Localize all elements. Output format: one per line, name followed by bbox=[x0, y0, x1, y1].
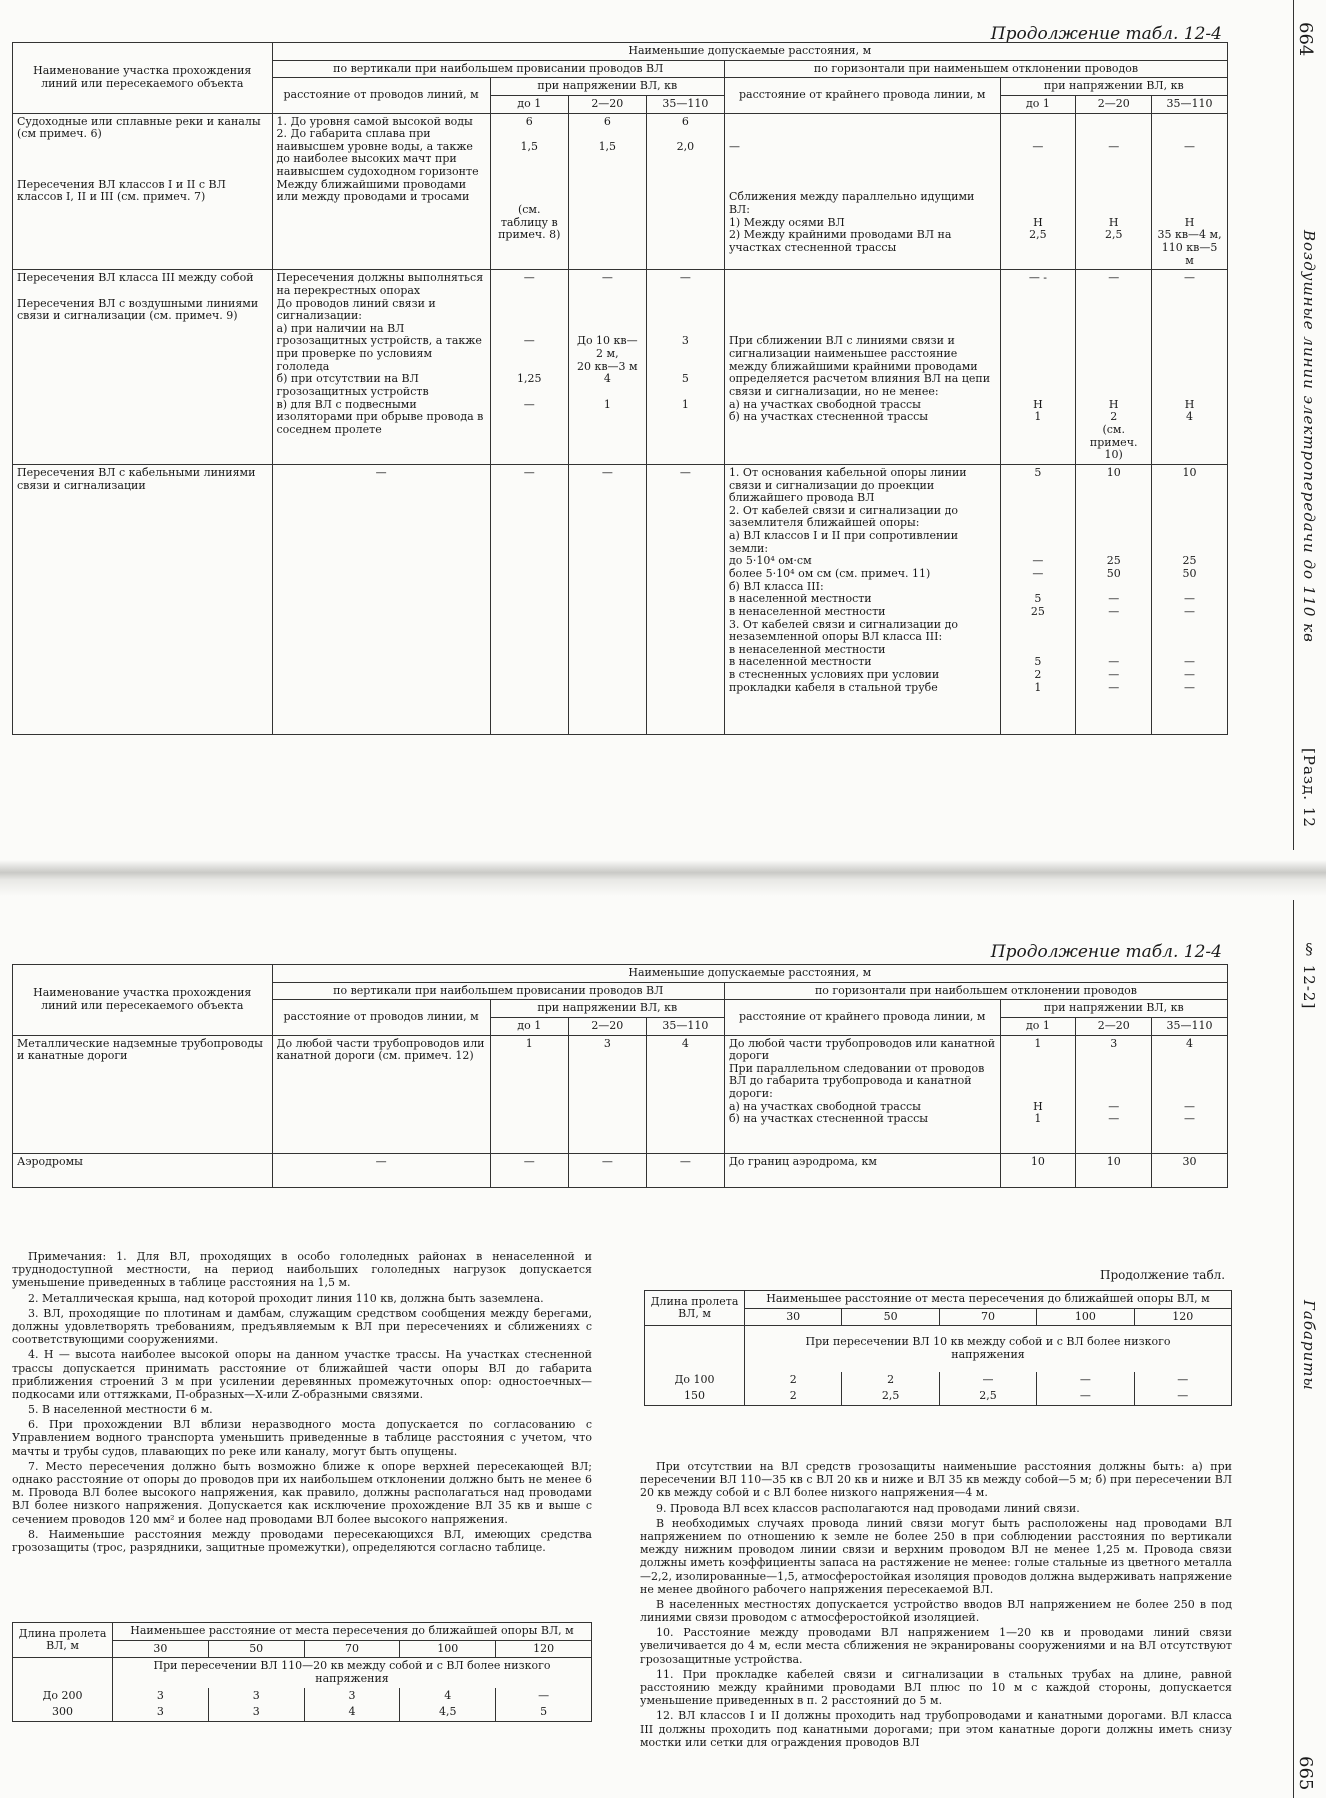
span-value: До 200 bbox=[13, 1688, 113, 1705]
cell: — bbox=[1037, 1388, 1134, 1405]
row-v2: — bbox=[568, 1153, 646, 1187]
header-hdist: расстояние от крайнего провода линии, м bbox=[724, 1000, 1000, 1035]
table-row bbox=[645, 1372, 1232, 1389]
row-h1: — Н 2,5 bbox=[1000, 113, 1076, 270]
table-row bbox=[13, 1153, 1228, 1187]
row-v2: — bbox=[568, 464, 646, 734]
section-label: § 12-2] bbox=[1300, 940, 1318, 1010]
page-number: 665 bbox=[1295, 1756, 1316, 1791]
cell: 2 bbox=[745, 1372, 842, 1389]
header-h2: 2—20 bbox=[1076, 95, 1152, 113]
row-name: Аэродромы bbox=[13, 1153, 273, 1187]
row-vdist: 1. До уровня самой высокой воды 2. До габарита сплава при наивысшем уровне воды, а также до наиболее высоких мачт при наивысшем судоходном горизонте Между ближайшими проводами или между проводами и тросами bbox=[272, 113, 490, 270]
row-hdist: При сближении ВЛ с линиями связи и сигнализации наименьшее расстояние между ближайшими крайними проводами определяется расчетом влияния ВЛ на цепи связи и сигнализации, но не менее: а) на участках свободной трассы б) на участках стесненной трассы bbox=[724, 270, 1000, 465]
row-v3: 4 bbox=[646, 1035, 724, 1153]
header-hdist: расстояние от крайнего провода линии, м bbox=[724, 78, 1000, 113]
col-head: 30 bbox=[745, 1308, 842, 1326]
row-h3: 30 bbox=[1152, 1153, 1228, 1187]
header-group: Наименьшие допускаемые расстояния, м bbox=[272, 43, 1227, 61]
table-row bbox=[13, 464, 1228, 734]
row-name: Пересечения ВЛ класса III между собой Пересечения ВЛ с воздушными линиями связи и сигнализации (см. примеч. 9) bbox=[13, 270, 273, 465]
table-row bbox=[13, 1688, 592, 1705]
note: Примечания: 1. Для ВЛ, проходящих в особо гололедных районах в ненаселенной и труднодоступной местности, на период наибольших гололедных нагрузок допускается уменьшение приведенных в таблице расстояния на 1,5 м. bbox=[12, 1250, 592, 1290]
header-name: Наименование участка прохождения линий или пересекаемого объекта bbox=[13, 43, 273, 114]
row-hdist: 1. От основания кабельной опоры линии связи и сигнализации до проекции ближайшего провода ВЛ 2. От кабелей связи и сигнализации до заземлителя ближайшей опоры: а) ВЛ классов I и II при сопротивлении земли: до 5·10⁴ ом·см более 5·10⁴ ом см (см. примеч. 11) б) ВЛ класса III: в населенной местности в ненаселенной местности 3. От кабелей связи и сигнализации до незаземленной опоры ВЛ класса III: в ненаселенной местности в населенной местности в стесненных условиях при условии прокладки кабеля в стальной трубе bbox=[724, 464, 1000, 734]
table-12-4-part2 bbox=[12, 964, 1228, 1188]
header-vertical: по вертикали при наибольшем провисании проводов ВЛ bbox=[272, 982, 724, 1000]
note: 10. Расстояние между проводами ВЛ напряжением 1—20 кв и проводами линий связи увеличивается до 4 м, если места сближения не экранированы сооружениями и на ВЛ отсутствуют грозозащитные устройства. bbox=[640, 1626, 1232, 1666]
page-fold bbox=[0, 860, 1326, 896]
col-head: 30 bbox=[113, 1640, 209, 1658]
row-v1: — bbox=[490, 464, 568, 734]
header-horizontal: по горизонтали при наибольшем отклонении проводов bbox=[724, 982, 1227, 1000]
note: 8. Наименьшие расстояния между проводами пересекающихся ВЛ, имеющих средства грозозащиты (трос, разрядники, защитные промежутки), определяются согласно таблице. bbox=[12, 1527, 592, 1554]
page-number: 664 bbox=[1295, 22, 1316, 57]
header-v2: 2—20 bbox=[568, 1017, 646, 1035]
header-h3: 35—110 bbox=[1152, 1017, 1228, 1035]
row-h2: — Н 2 (см. примеч. 10) bbox=[1076, 270, 1152, 465]
header-h3: 35—110 bbox=[1152, 95, 1228, 113]
notes-left bbox=[12, 1250, 592, 1556]
continuation-small: Продолжение табл. bbox=[1100, 1268, 1226, 1282]
col-head: 100 bbox=[400, 1640, 496, 1658]
note: 4. Н — высота наиболее высокой опоры на данном участке трассы. На участках стесненной трассы допускается принимать расстояние от ближайшей части опоры ВЛ до габарита приближения строений 3 м при усилении деревянных промежуточных опор: одностоечных—подкосами или оттяжками, П-образных—Х-или Z-образными связями. bbox=[12, 1348, 592, 1401]
row-v1: — — 1,25 — bbox=[490, 270, 568, 465]
table-row bbox=[645, 1388, 1232, 1405]
row-h1: — - Н 1 bbox=[1000, 270, 1076, 465]
cell: — bbox=[1037, 1372, 1134, 1389]
cell: 2 bbox=[842, 1372, 939, 1389]
table-row bbox=[13, 1035, 1228, 1153]
note: 11. При прокладке кабелей связи и сигнализации в стальных трубах на длине, равной расстоянию между крайними проводами ВЛ плюс по 10 м с каждой стороны, допускается уменьшение приведенных в п. 2 расстояний до 5 м. bbox=[640, 1667, 1232, 1708]
row-h1: 10 bbox=[1000, 1153, 1076, 1187]
header-vvoltage: при напряжении ВЛ, кв bbox=[490, 1000, 724, 1018]
cell: 4 bbox=[400, 1688, 496, 1705]
header-vertical: по вертикали при наибольшем провисании проводов ВЛ bbox=[272, 60, 724, 78]
table-row bbox=[13, 270, 1228, 465]
row-v3: 6 2,0 bbox=[646, 113, 724, 270]
table-row bbox=[13, 113, 1228, 270]
row-vdist: Пересечения должны выполняться на перекрестных опорах До проводов линий связи и сигнализации: а) при наличии на ВЛ грозозащитных устройств, а также при проверке по условиям гололеда б) при отсутствии на ВЛ грозозащитных устройств в) для ВЛ с подвесными изоляторами при обрыве провода в соседнем пролете bbox=[272, 270, 490, 465]
header-v3: 35—110 bbox=[646, 1017, 724, 1035]
cell: — bbox=[1134, 1372, 1231, 1389]
header-h1: до 1 bbox=[1000, 1017, 1076, 1035]
row-h3: — Н 4 bbox=[1152, 270, 1228, 465]
note: В населенных местностях допускается устройство вводов ВЛ напряжением не более 250 в под линиями связи проводом с атмосферостойкой изоляцией. bbox=[640, 1597, 1232, 1625]
row-v1: 6 1,5 (см. таблицу в примеч. 8) bbox=[490, 113, 568, 270]
row-h2: — Н 2,5 bbox=[1076, 113, 1152, 270]
row-v2: — До 10 кв— 2 м, 20 кв—3 м 4 1 bbox=[568, 270, 646, 465]
row-h3: — Н 35 кв—4 м, 110 кв—5 м bbox=[1152, 113, 1228, 270]
row-name: Судоходные или сплавные реки и каналы (см примеч. 6) Пересечения ВЛ классов I и II с ВЛ классов I, II и III (см. примеч. 7) bbox=[13, 113, 273, 270]
row-vdist: До любой части трубопроводов или канатной дороги (см. примеч. 12) bbox=[272, 1035, 490, 1153]
header-vdist: расстояние от проводов линий, м bbox=[272, 78, 490, 113]
row-vdist: — bbox=[272, 1153, 490, 1187]
row-vdist: — bbox=[272, 464, 490, 734]
note: 3. ВЛ, проходящие по плотинам и дамбам, служащим средством сообщения между берегами, должны удовлетворять требованиям, предъявляемым к ВЛ при пересечениях и сближениях с соответствующими сооружениями. bbox=[12, 1306, 592, 1347]
header-hvoltage: при напряжении ВЛ, кв bbox=[1000, 78, 1227, 96]
header-v1: до 1 bbox=[490, 95, 568, 113]
header-v3: 35—110 bbox=[646, 95, 724, 113]
note: 9. Провода ВЛ всех классов располагаются над проводами линий связи. bbox=[656, 1501, 1080, 1515]
col-head: 120 bbox=[1134, 1308, 1231, 1326]
row-name: Металлические надземные трубопроводы и канатные дороги bbox=[13, 1035, 273, 1153]
distance-header: Наименьшее расстояние от места пересечения до ближайшей опоры ВЛ, м bbox=[113, 1623, 592, 1641]
span-value: 150 bbox=[645, 1388, 745, 1405]
row-hdist: До границ аэродрома, км bbox=[724, 1153, 1000, 1187]
cell: 2,5 bbox=[842, 1388, 939, 1405]
cell: — bbox=[496, 1688, 592, 1705]
header-v1: до 1 bbox=[490, 1017, 568, 1035]
col-head: 100 bbox=[1037, 1308, 1134, 1326]
row-h1: 1 Н 1 bbox=[1000, 1035, 1076, 1153]
cell: 3 bbox=[304, 1688, 400, 1705]
table-row bbox=[13, 1704, 592, 1721]
row-name: Пересечения ВЛ с кабельными линиями связи и сигнализации bbox=[13, 464, 273, 734]
cell: 3 bbox=[113, 1704, 209, 1721]
cell: 4,5 bbox=[400, 1704, 496, 1721]
running-title: Габариты bbox=[1300, 1300, 1318, 1391]
note: В необходимых случаях провода линий связи могут быть расположены над проводами ВЛ напряжением по отношению к земле не более 250 в при соблюдении расстояния по вертикали между нижним проводом линии связи и верхним проводом ВЛ не менее 1,25 м. Провода связи должны иметь коэффициенты запаса на растяжение не менее: голые стальные из цветного металла—2,2, изолированные—1,5, атмосферостойкая изоляция проводов должна выдерживать напряжение не менее двойного рабочего напряжения пересекаемой ВЛ. bbox=[640, 1516, 1232, 1596]
row-v2: 6 1,5 bbox=[568, 113, 646, 270]
row-v3: — bbox=[646, 464, 724, 734]
row-hdist: — Сближения между параллельно идущими ВЛ: 1) Между осями ВЛ 2) Между крайними проводами ВЛ на участках стесненной трассы bbox=[724, 113, 1000, 270]
span-value: 300 bbox=[13, 1704, 113, 1721]
row-h3: 10 25 50 — — — — — bbox=[1152, 464, 1228, 734]
col-head: 50 bbox=[842, 1308, 939, 1326]
cell: 3 bbox=[208, 1688, 304, 1705]
row-h2: 3 — — bbox=[1076, 1035, 1152, 1153]
row-h2: 10 25 50 — — — — — bbox=[1076, 464, 1152, 734]
note: 7. Место пересечения должно быть возможно ближе к опоре верхней пересекающей ВЛ; однако расстояние от опоры до проводов при их наибольшем отклонении должно быть не менее 6 м. Провода ВЛ более высокого напряжения, как правило, должны располагаться над проводами ВЛ более низкого напряжения. Допускается как исключение прохождение ВЛ 35 кв и выше с сечением проводов 120 мм² и более над проводами ВЛ более высокого напряжения. bbox=[12, 1459, 592, 1526]
cell: — bbox=[1134, 1388, 1231, 1405]
col-head: 120 bbox=[496, 1640, 592, 1658]
row-h2: 10 bbox=[1076, 1153, 1152, 1187]
span-header: Длина пролета ВЛ, м bbox=[645, 1291, 745, 1326]
row-hdist: До любой части трубопроводов или канатной дороги При параллельном следовании от проводов ВЛ до габарита трубопровода и канатной дороги: а) на участках свободной трассы б) на участках стесненной трассы bbox=[724, 1035, 1000, 1153]
header-vvoltage: при напряжении ВЛ, кв bbox=[490, 78, 724, 96]
cell: 2 bbox=[745, 1388, 842, 1405]
margin-rule bbox=[1293, 900, 1294, 1798]
span-header: Длина пролета ВЛ, м bbox=[13, 1623, 113, 1658]
row-v3: — bbox=[646, 1153, 724, 1187]
notes-right bbox=[640, 1460, 1232, 1751]
margin-rule bbox=[1293, 0, 1294, 850]
header-v2: 2—20 bbox=[568, 95, 646, 113]
distance-header: Наименьшее расстояние от места пересечения до ближайшей опоры ВЛ, м bbox=[745, 1291, 1232, 1309]
header-name: Наименование участка прохождения линий или пересекаемого объекта bbox=[13, 965, 273, 1036]
cell: 3 bbox=[113, 1688, 209, 1705]
note: 6. При прохождении ВЛ вблизи неразводного моста допускается по согласованию с Управлением водного транспорта уменьшить приведенные в таблице расстояния с учетом, что мачты и трубы судов, плавающих по реке или каналу, могут быть опущены. bbox=[12, 1418, 592, 1458]
row-h1: 5 — — 5 25 5 2 1 bbox=[1000, 464, 1076, 734]
header-vdist: расстояние от проводов линии, м bbox=[272, 1000, 490, 1035]
cell: 5 bbox=[496, 1704, 592, 1721]
page-664 bbox=[0, 0, 1326, 850]
header-horizontal: по горизонтали при наименьшем отклонении проводов bbox=[724, 60, 1227, 78]
span-value: До 100 bbox=[645, 1372, 745, 1389]
group-title: При пересечении ВЛ 10 кв между собой и с ВЛ более низкого напряжения bbox=[745, 1326, 1232, 1372]
running-title: Воздушные линии электропередачи до 110 кв bbox=[1300, 230, 1318, 643]
header-h2: 2—20 bbox=[1076, 1017, 1152, 1035]
col-head: 50 bbox=[208, 1640, 304, 1658]
crossing-table-110-20 bbox=[12, 1622, 592, 1722]
note: 12. ВЛ классов I и II должны проходить над трубопроводами и канатными дорогами. ВЛ класса III должны проходить под канатными дорогами; при этом канатные дороги должны иметь снизу мостки или сетки для ограждения проводов ВЛ bbox=[640, 1709, 1232, 1749]
note: 5. В населенной местности 6 м. bbox=[28, 1403, 213, 1417]
row-v3: — 3 5 1 bbox=[646, 270, 724, 465]
section-label: [Разд. 12 bbox=[1300, 748, 1318, 828]
row-v2: 3 bbox=[568, 1035, 646, 1153]
row-v1: 1 bbox=[490, 1035, 568, 1153]
header-hvoltage: при напряжении ВЛ, кв bbox=[1000, 1000, 1227, 1018]
cell: 3 bbox=[208, 1704, 304, 1721]
cell: — bbox=[939, 1372, 1036, 1389]
note: 2. Металлическая крыша, над которой проходит линия 110 кв, должна быть заземлена. bbox=[28, 1291, 544, 1305]
cell: 2,5 bbox=[939, 1388, 1036, 1405]
group-title: При пересечении ВЛ 110—20 кв между собой и с ВЛ более низкого напряжения bbox=[113, 1658, 592, 1688]
note: При отсутствии на ВЛ средств грозозащиты наименьшие расстояния должны быть: а) при пересечении ВЛ 110—35 кв с ВЛ 20 кв и ниже и ВЛ 35 кв между собой—5 м; б) при пересечении ВЛ 20 кв между собой и с ВЛ более низкого напряжения—4 м. bbox=[640, 1460, 1232, 1500]
cell: 4 bbox=[304, 1704, 400, 1721]
col-head: 70 bbox=[304, 1640, 400, 1658]
continuation-title: Продолжение табл. 12-4 bbox=[990, 942, 1222, 962]
continuation-title: Продолжение табл. 12-4 bbox=[990, 24, 1222, 44]
header-h1: до 1 bbox=[1000, 95, 1076, 113]
row-h3: 4 — — bbox=[1152, 1035, 1228, 1153]
table-12-4-part1 bbox=[12, 42, 1228, 735]
row-v1: — bbox=[490, 1153, 568, 1187]
header-group: Наименьшие допускаемые расстояния, м bbox=[272, 965, 1227, 983]
col-head: 70 bbox=[939, 1308, 1036, 1326]
crossing-table-10 bbox=[644, 1290, 1232, 1406]
